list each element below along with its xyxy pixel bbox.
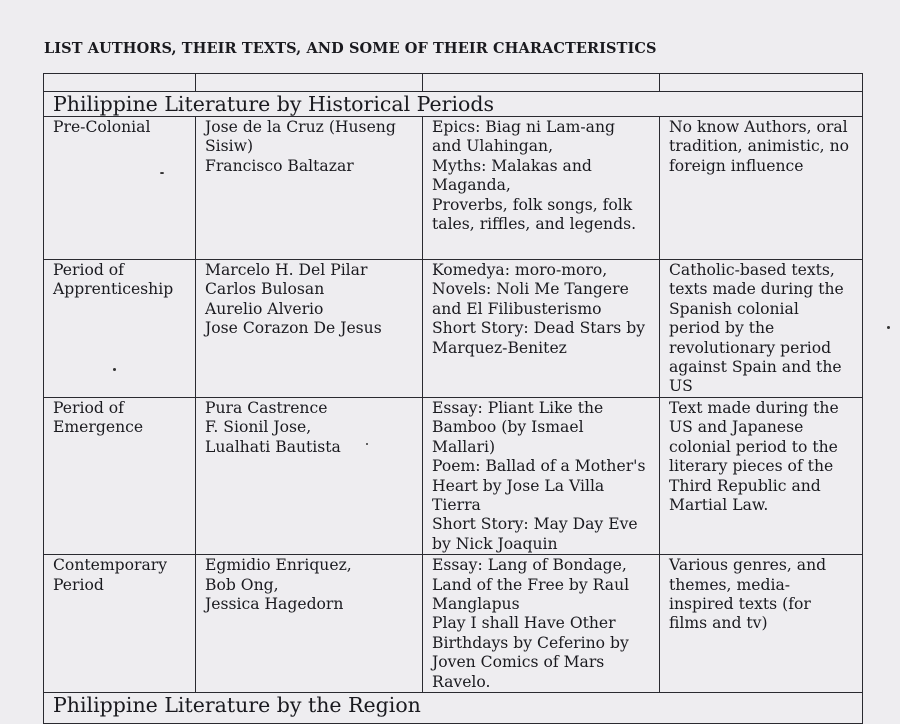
period-line: Period of <box>53 261 124 279</box>
text-line: Novels: Noli Me Tangere <box>432 280 629 299</box>
period-line: Pre-Colonial <box>53 118 151 136</box>
section-heading-row <box>44 92 863 117</box>
text-line: Bamboo (by Ismael <box>432 418 584 437</box>
authors-cell <box>196 398 423 555</box>
period-line: Period of <box>53 399 124 417</box>
text-line: Epics: Biag ni Lam-ang <box>432 118 615 136</box>
text-line: Birthdays by Ceferino by <box>432 633 629 652</box>
characteristic-line: Catholic-based texts, <box>669 261 835 279</box>
text-line: Land of the Free by Raul <box>432 575 630 594</box>
author-line: Aurelio Alverio <box>205 299 324 318</box>
author-line: Pura Castrence <box>205 399 328 417</box>
characteristic-line: literary pieces of the <box>669 457 834 476</box>
text-line: Tierra <box>432 496 481 515</box>
characteristic-line: Martial Law. <box>669 496 769 515</box>
blank-cell <box>44 74 196 92</box>
table-row <box>44 117 863 260</box>
text-line: Komedya: moro-moro, <box>432 261 608 279</box>
period-line: Period <box>53 575 104 594</box>
characteristics-cell <box>660 555 863 693</box>
characteristic-line: Spanish colonial <box>669 299 799 318</box>
text-line: Play I shall Have Other <box>432 614 616 633</box>
page-title: LIST AUTHORS, THEIR TEXTS, AND SOME OF THEIR CHARACTERISTICS <box>44 40 657 57</box>
table-row <box>44 555 863 693</box>
text-line: Joven Comics of Mars <box>432 653 605 672</box>
characteristic-line: US <box>669 377 693 396</box>
author-line: F. Sionil Jose, <box>205 418 312 437</box>
text-line: by Nick Joaquin <box>432 534 558 553</box>
author-line: Bob Ong, <box>205 575 279 594</box>
speck <box>887 326 890 329</box>
next-section-heading: Philippine Literature by the Region <box>44 693 863 724</box>
period-cell <box>44 260 196 398</box>
characteristics-cell <box>660 260 863 398</box>
texts-cell <box>423 260 660 398</box>
author-line: Francisco Baltazar <box>205 156 354 175</box>
authors-cell <box>196 117 423 260</box>
table-row <box>44 398 863 555</box>
text-line: Essay: Pliant Like the <box>432 399 604 417</box>
characteristics-cell <box>660 398 863 555</box>
characteristic-line: texts made during the <box>669 280 844 299</box>
text-line: and Ulahingan, <box>432 137 554 156</box>
texts-cell <box>423 398 660 555</box>
speck <box>366 443 368 445</box>
text-line: and El Filibusterismo <box>432 299 602 318</box>
characteristic-line: foreign influence <box>669 156 804 175</box>
period-cell <box>44 398 196 555</box>
text-line: Short Story: Dead Stars by <box>432 319 646 338</box>
period-line: Emergence <box>53 418 144 437</box>
text-line: Essay: Lang of Bondage, <box>432 556 627 575</box>
characteristic-line: inspired texts (for <box>669 595 811 614</box>
section-heading: Philippine Literature by Historical Periods <box>44 92 863 117</box>
author-line: Jose Corazon De Jesus <box>205 319 382 338</box>
author-line: Egmidio Enriquez, <box>205 556 352 575</box>
author-line: Marcelo H. Del Pilar <box>205 261 368 279</box>
text-line: Poem: Ballad of a Mother's <box>432 457 646 476</box>
characteristic-line: No know Authors, oral <box>669 118 848 136</box>
text-line: Marquez-Benitez <box>432 338 567 357</box>
header-blank-row <box>44 74 863 92</box>
characteristic-line: tradition, animistic, no <box>669 137 850 156</box>
characteristic-line: themes, media- <box>669 575 791 594</box>
blank-cell <box>196 74 423 92</box>
characteristic-line: US and Japanese <box>669 418 804 437</box>
literature-table <box>43 73 863 724</box>
speck <box>160 172 164 174</box>
characteristic-line: revolutionary period <box>669 338 832 357</box>
characteristic-line: Text made during the <box>669 399 839 417</box>
text-line: Manglapus <box>432 595 520 614</box>
period-cell <box>44 117 196 260</box>
text-line: Mallari) <box>432 437 496 456</box>
blank-cell <box>660 74 863 92</box>
author-line: Carlos Bulosan <box>205 280 325 299</box>
table-row <box>44 260 863 398</box>
text-line: tales, riffles, and legends. <box>432 215 637 234</box>
text-line: Ravelo. <box>432 672 491 691</box>
text-line: Myths: Malakas and <box>432 156 592 175</box>
next-section-heading-row <box>44 693 863 724</box>
period-line: Apprenticeship <box>53 280 174 299</box>
characteristic-line: colonial period to the <box>669 437 838 456</box>
text-line: Heart by Jose La Villa <box>432 476 605 495</box>
text-line: Proverbs, folk songs, folk <box>432 195 633 214</box>
text-line: Maganda, <box>432 176 511 195</box>
characteristic-line: Various genres, and <box>669 556 827 575</box>
characteristic-line: films and tv) <box>669 614 768 633</box>
author-line: Jose de la Cruz (Huseng <box>205 118 396 136</box>
texts-cell <box>423 555 660 693</box>
author-line: Sisiw) <box>205 137 254 156</box>
characteristics-cell <box>660 117 863 260</box>
characteristic-line: Third Republic and <box>669 476 821 495</box>
author-line: Lualhati Bautista <box>205 437 341 456</box>
authors-cell <box>196 260 423 398</box>
speck <box>113 368 116 371</box>
authors-cell <box>196 555 423 693</box>
texts-cell <box>423 117 660 260</box>
characteristic-line: period by the <box>669 319 775 338</box>
text-line: Short Story: May Day Eve <box>432 515 638 534</box>
period-cell <box>44 555 196 693</box>
author-line: Jessica Hagedorn <box>205 595 344 614</box>
blank-cell <box>423 74 660 92</box>
characteristic-line: against Spain and the <box>669 358 842 377</box>
period-line: Contemporary <box>53 556 168 575</box>
